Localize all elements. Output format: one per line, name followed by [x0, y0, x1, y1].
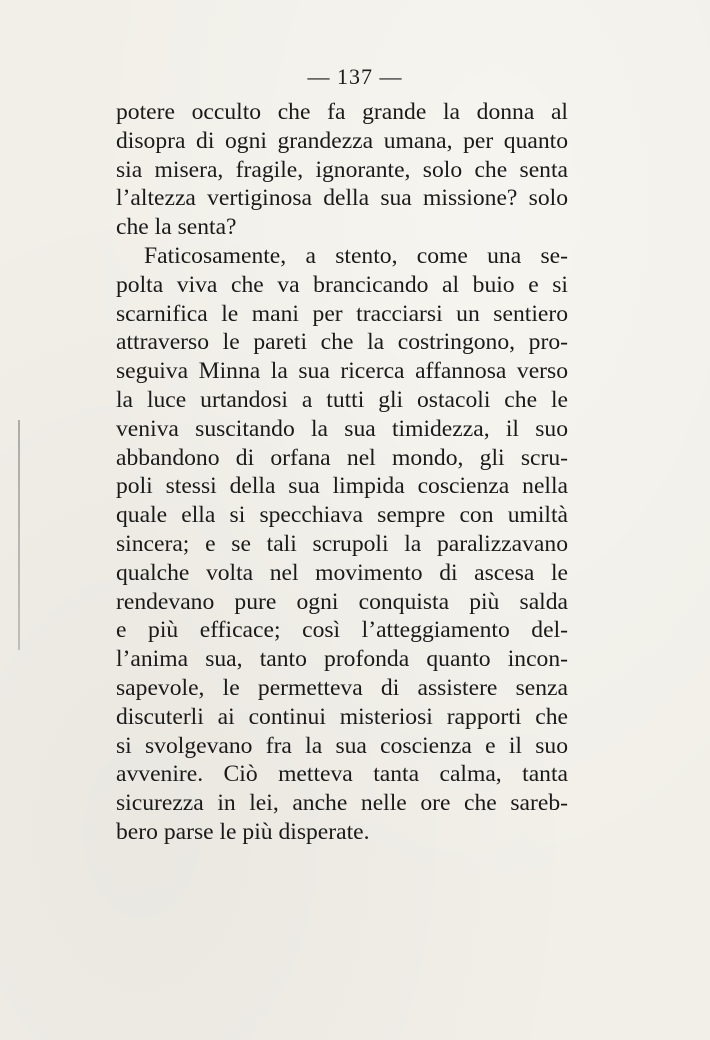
text-line: la luce urtandosi a tutti gli ostacoli che le: [116, 386, 568, 413]
text-line: abbandono di orfana nel mondo, gli scru-: [116, 444, 568, 471]
text-line: avvenire. Ciò metteva tanta calma, tanta: [116, 761, 568, 788]
text-line: disopra di ogni grandezza umana, per quanto: [116, 127, 568, 154]
text-line: sicurezza in lei, anche nelle ore che sareb-: [116, 790, 568, 817]
text-line: rendevano pure ogni conquista più salda: [116, 588, 568, 615]
text-line: poli stessi della sua limpida coscienza nella: [116, 473, 568, 500]
text-line: Faticosamente, a stento, come una se-: [144, 242, 568, 269]
text-line: e più efficace; così l’atteggiamento del-: [116, 617, 568, 644]
text-line: sincera; e se tali scrupoli la paralizzavano: [116, 530, 568, 557]
text-line: attraverso le pareti che la costringono, pro-: [116, 329, 568, 356]
text-line: che la senta?: [116, 214, 237, 241]
text-line: polta viva che va brancicando al buio e si: [116, 271, 568, 298]
text-line: scarnifica le mani per tracciarsi un sentiero: [116, 300, 568, 327]
text-line: quale ella si specchiava sempre con umiltà: [116, 502, 568, 529]
page-number: — 137 —: [307, 64, 403, 89]
text-line: veniva suscitando la sua timidezza, il suo: [116, 415, 568, 442]
text-line: sapevole, le permetteva di assistere senza: [116, 674, 568, 701]
text-line: discuterli ai continui misteriosi rapporti che: [116, 703, 568, 730]
text-line: sia misera, fragile, ignorante, solo che senta: [116, 156, 568, 183]
text-line: bero parse le più disperate.: [116, 818, 370, 845]
text-line: l’altezza vertiginosa della sua missione? solo: [116, 185, 568, 212]
body-text: [116, 98, 568, 847]
page-edge-mark: [18, 420, 20, 650]
text-line: seguiva Minna la sua ricerca affannosa verso: [116, 358, 568, 385]
text-line: qualche volta nel movimento di ascesa le: [116, 559, 568, 586]
text-line: potere occulto che fa grande la donna al: [116, 99, 568, 125]
text-line: si svolgevano fra la sua coscienza e il suo: [116, 732, 568, 759]
text-line: l’anima sua, tanto profonda quanto incon-: [116, 646, 568, 673]
